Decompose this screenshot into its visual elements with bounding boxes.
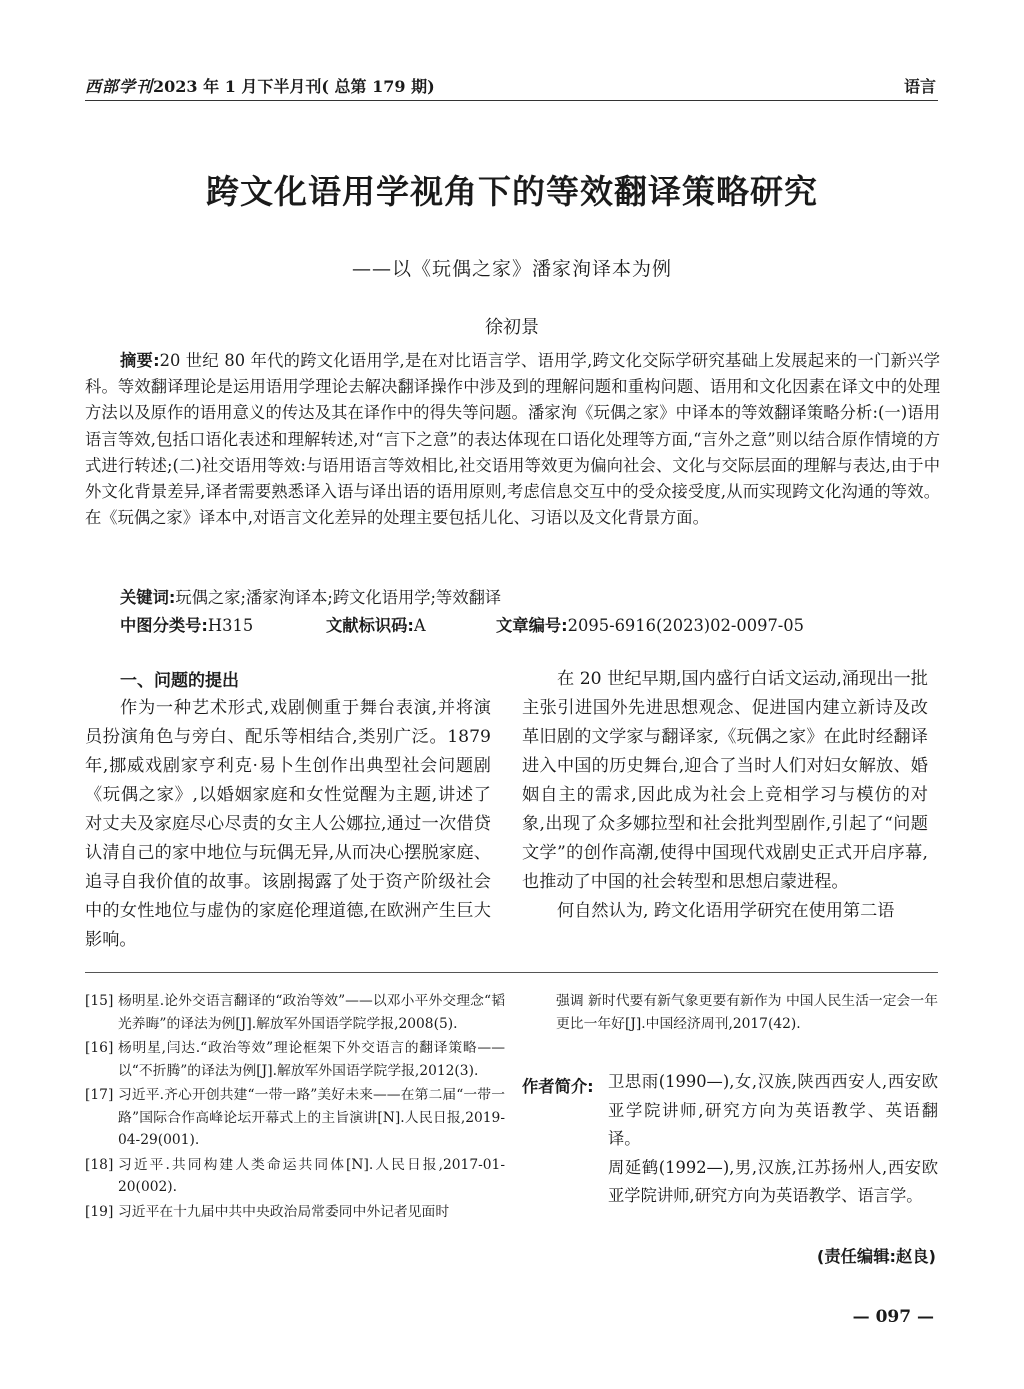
reference-text: 习近平.共同构建人类命运共同体[N].人民日报,2017-01-20(002). — [118, 1156, 505, 1195]
author-bio-label: 作者简介: — [522, 1077, 594, 1096]
running-header-left — [85, 74, 435, 97]
keywords-label: 关键词: — [120, 588, 176, 607]
author-name: 徐初景 — [485, 317, 539, 338]
document-code — [326, 612, 426, 636]
page-number: — 097 — — [852, 1307, 934, 1327]
reference-item — [85, 990, 505, 1035]
reference-number: [16] — [85, 1040, 114, 1056]
body-paragraph: 作为一种艺术形式,戏剧侧重于舞台表演,并将演员扮演角色与旁白、配乐等相结合,类别广泛。1879 年,挪威戏剧家亨利克·易卜生创作出典型社会问题剧《玩偶之家》,以婚姻家庭和女性觉醒为主题,讲述了对丈夫及家庭尽心尽责的女主人公娜拉,通过一次借贷认清自己的家中地位与玩偶无异,从而决心摆脱家庭、追寻自我价值的故事。该剧揭露了处于资产阶级社会中的女性地位与虚伪的家庭伦理道德,在欧洲产生巨大影响。 — [85, 698, 491, 950]
reference-item — [85, 1037, 505, 1082]
responsible-editor: (责任编辑:赵良) — [816, 1247, 936, 1266]
reference-item — [85, 1201, 505, 1224]
body-paragraph: 在 20 世纪早期,国内盛行白话文运动,涌现出一批主张引进国外先进思想观念、促进国内建立新诗及改革旧剧的文学家与翻译家,《玩偶之家》在此时经翻译进入中国的历史舞台,迎合了当时人们对妇女解放、婚姻自主的需求,因此成为社会上竞相学习与模仿的对象,出现了众多娜拉型和社会批判型剧作,引起了“问题文学”的创作高潮,使得中国现代戏剧史正式开启序幕,也推动了中国的社会转型和思想启蒙进程。 — [522, 669, 928, 892]
reference-text: 杨明星,闫达.“政治等效”理论框架下外交语言的翻译策略——以“不折腾”的译法为例[J].解放军外国语学院学报,2012(3). — [118, 1040, 505, 1079]
article-number-value: 2095-6916(2023)02-0097-05 — [567, 616, 805, 635]
author-bio — [608, 1068, 938, 1211]
abstract-text: 20 世纪 80 年代的跨文化语用学,是在对比语言学、语用学,跨文化交际学研究基础上发展起来的一门新兴学科。等效翻译理论是运用语用学理论去解决翻译操作中涉及到的理解问题和重构问题、语用和文化因素在译文中的处理方法以及原作的语用意义的传达及其在译作中的得失等问题。潘家洵《玩偶之家》中译本的等效翻译策略分析:(一)语用语言等效,包括口语化表述和理解转述,对“言下之意”的表达体现在口语化处理等方面,“言外之意”则以结合原作情境的方式进行转述;(二)社交语用等效:与语用语言等效相比,社交语用等效更为偏向社会、文化与交际层面的理解与表达,由于中外文化背景差异,译者需要熟悉译入语与译出语的语用原则,考虑信息交互中的受众接受度,从而实现跨文化沟通的等效。在《玩偶之家》译本中,对语言文化差异的处理主要包括儿化、习语以及文化背景方面。 — [85, 351, 940, 528]
reference-number: [18] — [85, 1156, 114, 1173]
body-paragraph: 何自然认为, 跨文化语用学研究在使用第二语 — [557, 901, 895, 921]
issue-info: 2023 年 1 月下半月刊( 总第 179 期) — [153, 77, 435, 96]
reference-item — [85, 1084, 505, 1152]
reference-text: 习近平.齐心开创共建“一带一路”美好未来——在第二届“一带一路”国际合作高峰论坛开幕式上的主旨演讲[N].人民日报,2019-04-29(001). — [118, 1087, 505, 1148]
reference-number: [15] — [85, 993, 114, 1009]
author-bio-entry: 卫思雨(1990—),女,汉族,陕西西安人,西安欧亚学院讲师,研究方向为英语教学、英语翻译。 — [608, 1072, 938, 1148]
footnote-rule — [85, 972, 938, 973]
keywords-text: 玩偶之家;潘家洵译本;跨文化语用学;等效翻译 — [175, 588, 502, 607]
reference-item — [85, 1154, 505, 1199]
reference-number: [19] — [85, 1203, 114, 1220]
clc-value: H315 — [207, 616, 254, 635]
reference-text: 杨明星.论外交语言翻译的“政治等效”——以邓小平外交理念“韬光养晦”的译法为例[J].解放军外国语学院学报,2008(5). — [118, 993, 505, 1032]
page-number-value: 097 — [875, 1307, 912, 1327]
abstract — [85, 348, 940, 531]
references-list — [85, 990, 505, 1225]
reference-text: 习近平在十九届中共中央政治局常委同中外记者见面时 — [118, 1203, 450, 1220]
reference-number: [17] — [85, 1087, 114, 1103]
article-title: 跨文化语用学视角下的等效翻译策略研究 — [206, 172, 818, 211]
journal-name: 西部学刊 — [85, 77, 154, 96]
right-column — [522, 665, 928, 926]
clc-label: 中图分类号: — [120, 616, 208, 635]
section-heading: 一、问题的提出 — [120, 671, 239, 691]
author-bio-entry: 周延鹤(1992—),男,汉族,江苏扬州人,西安欧亚学院讲师,研究方向为英语教学、语言学。 — [608, 1157, 938, 1205]
article-subtitle: ——以《玩偶之家》潘家洵译本为例 — [351, 258, 672, 280]
header-rule — [85, 100, 938, 101]
doc-code-label: 文献标识码: — [326, 616, 414, 635]
doc-code-value: A — [413, 616, 426, 635]
clc-number — [120, 612, 253, 636]
section-name: 语言 — [903, 77, 936, 96]
keywords — [120, 584, 501, 608]
reference-continued: 强调 新时代要有新气象更要有新作为 中国人民生活一定会一年更比一年好[J].中国经济周刊,2017(42). — [556, 993, 938, 1032]
left-column — [85, 694, 491, 955]
article-number-label: 文章编号: — [496, 616, 568, 635]
article-number — [496, 612, 804, 636]
abstract-label: 摘要: — [120, 351, 160, 370]
